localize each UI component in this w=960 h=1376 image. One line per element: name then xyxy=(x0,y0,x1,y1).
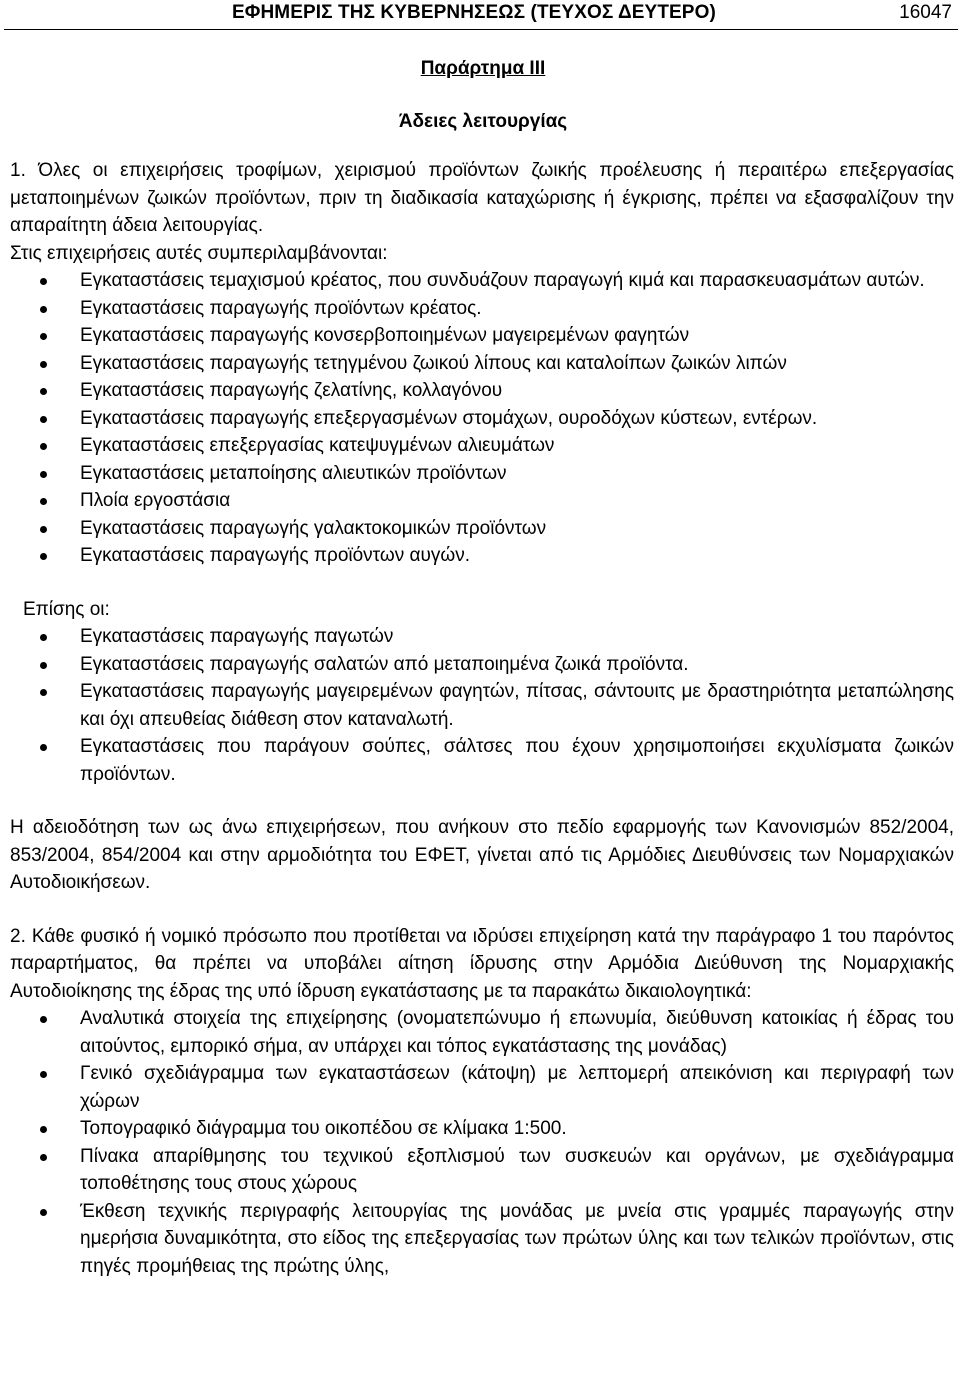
list-item xyxy=(10,460,954,488)
list-item xyxy=(10,1060,954,1115)
list-item xyxy=(10,733,954,788)
list-item-text: Τοπογραφικό διάγραμμα του οικοπέδου σε κλίμακα 1:500. xyxy=(80,1118,567,1139)
list-item xyxy=(10,1005,954,1060)
list-item xyxy=(10,350,954,378)
list-item xyxy=(10,377,954,405)
list-item xyxy=(10,267,954,295)
bullet-icon xyxy=(40,744,47,751)
bullet-icon xyxy=(40,471,47,478)
list-item xyxy=(10,295,954,323)
list-item xyxy=(10,322,954,350)
list-item xyxy=(10,1143,954,1198)
included-list xyxy=(10,267,954,570)
list-item-text: Εγκαταστάσεις παραγωγής προϊόντων κρέατος. xyxy=(80,297,482,319)
spacer xyxy=(10,788,954,814)
list-item-text: Αναλυτικά στοιχεία της επιχείρησης (ονοματεπώνυμο ή επωνυμία, διεύθυνση κατοικίας ή έδρας του αιτούντος, εμπορικό σήμα, αν υπάρχει και τόπος εγκατάστασης της μονάδας) xyxy=(80,1008,954,1057)
list-item-text: Εγκαταστάσεις παραγωγής σαλατών από μεταποιημένα ζωικά προϊόντα. xyxy=(80,653,689,675)
bullet-icon xyxy=(40,1071,47,1078)
list-item-text: Εγκαταστάσεις που παράγουν σούπες, σάλτσες που έχουν χρησιμοποιήσει εκχυλίσματα ζωικών προϊόντων. xyxy=(80,736,954,785)
list-item xyxy=(10,1115,954,1143)
list-item-text: Γενικό σχεδιάγραμμα των εγκαταστάσεων (κάτοψη) με λεπτομερή απεικόνιση και περιγραφή των χώρων xyxy=(80,1063,954,1112)
list-item-text: Εγκαταστάσεις παραγωγής γαλακτοκομικών προϊόντων xyxy=(80,517,547,539)
list-item xyxy=(10,651,954,679)
bullet-icon xyxy=(40,526,47,533)
bullet-icon xyxy=(40,361,47,368)
bullet-icon xyxy=(40,662,47,669)
running-header xyxy=(0,0,960,30)
bullet-icon xyxy=(40,553,47,560)
list-item xyxy=(10,515,954,543)
bullet-icon xyxy=(40,1126,47,1133)
header-rule xyxy=(4,29,958,30)
list-item-text: Πίνακα απαρίθμησης του τεχνικού εξοπλισμού των συσκευών και οργάνων, με σχεδιάγραμμα τοποθέτησης τους στους χώρους xyxy=(80,1145,954,1194)
annex-title: Παράρτημα ΙΙΙ xyxy=(420,58,546,79)
bullet-icon xyxy=(40,498,47,505)
list-item xyxy=(10,1198,954,1281)
list-item xyxy=(10,678,954,733)
documents-list xyxy=(10,1005,954,1280)
list-item-text: Εγκαταστάσεις παραγωγής μαγειρεμένων φαγητών, πίτσας, σάντουιτς με δραστηριότητα μεταπώλησης και όχι απευθείας διάθεση στον καταναλωτή. xyxy=(80,681,954,730)
bullet-icon xyxy=(40,306,47,313)
bullet-icon xyxy=(40,443,47,450)
included-label: Στις επιχειρήσεις αυτές συμπεριλαμβάνονται: xyxy=(10,242,388,264)
spacer xyxy=(10,897,954,923)
licensing-note: Η αδειοδότηση των ως άνω επιχειρήσεων, που ανήκουν στο πεδίο εφαρμογής των Κανονισμών 852/2004, 853/2004, 854/2004 και στην αρμοδιότητα του ΕΦΕΤ, γίνεται από τις Αρμόδιες Διευθύνσεις των Νομαρχιακών Αυτοδιοικήσεων. xyxy=(10,817,954,893)
list-item xyxy=(10,542,954,570)
page-number: 16047 xyxy=(899,2,952,23)
journal-title: ΕΦΗΜΕΡΙΣ ΤΗΣ ΚΥΒΕΡΝΗΣΕΩΣ (ΤΕΥΧΟΣ ΔΕΥΤΕΡΟ) xyxy=(232,2,716,23)
bullet-icon xyxy=(40,1016,47,1023)
bullet-icon xyxy=(40,1154,47,1161)
list-item-text: Εγκαταστάσεις επεξεργασίας κατεψυγμένων αλιευμάτων xyxy=(80,435,555,456)
list-item xyxy=(10,623,954,651)
bullet-icon xyxy=(40,333,47,340)
bullet-icon xyxy=(40,416,47,423)
section-2-intro: 2. Κάθε φυσικό ή νομικό πρόσωπο που προτίθεται να ιδρύσει επιχείρηση κατά την παράγραφο 1 του παρόντος παραρτήματος, θα πρέπει να υποβάλει αίτηση ίδρυσης στην Αρμόδια Διεύθυνση της Νομαρχιακής Αυτοδιοίκησης της έδρας της υπό ίδρυση εγκατάστασης με τα παρακάτω δικαιολογητικά: xyxy=(10,925,954,1002)
list-item-text: Εγκαταστάσεις τεμαχισμού κρέατος, που συνδυάζουν παραγωγή κιμά και παρασκευασμάτων αυτών. xyxy=(80,270,925,291)
bullet-icon xyxy=(40,689,47,696)
annex-subtitle: Άδειες λειτουργίας xyxy=(398,111,568,132)
list-item-text: Εγκαταστάσεις παραγωγής επεξεργασμένων στομάχων, ουροδόχων κύστεων, εντέρων. xyxy=(80,407,818,429)
list-item-text: Έκθεση τεχνικής περιγραφής λειτουργίας της μονάδας με μνεία στις γραμμές παραγωγής στην ημερήσια δυναμικότητα, στο είδος της επεξεργασίας των πρώτων ύλης και των τελικών προϊόντων, στις πηγές προμήθειας της πρώτης ύλης, xyxy=(80,1200,954,1277)
list-item-text: Εγκαταστάσεις παραγωγής προϊόντων αυγών. xyxy=(80,545,471,566)
list-item-text: Εγκαταστάσεις παραγωγής παγωτών xyxy=(80,626,394,647)
document-body xyxy=(10,157,954,1280)
list-item-text: Εγκαταστάσεις παραγωγής κονσερβοποιημένων μαγειρεμένων φαγητών xyxy=(80,325,690,346)
list-item xyxy=(10,405,954,433)
also-label: Επίσης οι: xyxy=(23,598,110,620)
spacer xyxy=(10,570,954,596)
bullet-icon xyxy=(40,278,47,285)
list-item xyxy=(10,487,954,515)
bullet-icon xyxy=(40,634,47,641)
also-list xyxy=(10,623,954,788)
section-1-intro: 1. Όλες οι επιχειρήσεις τροφίμων, χειρισμού προϊόντων ζωικής προέλευσης ή περαιτέρω επεξεργασίας μεταποιημένων ζωικών προϊόντων, πριν τη διαδικασία καταχώρισης ή έγκρισης, πρέπει να εξασφαλίζουν την απαραίτητη άδεια λειτουργίας. xyxy=(10,160,954,236)
list-item-text: Πλοία εργοστάσια xyxy=(80,490,231,511)
list-item xyxy=(10,432,954,460)
list-item-text: Εγκαταστάσεις παραγωγής τετηγμένου ζωικού λίπους και καταλοίπων ζωικών λιπών xyxy=(80,352,787,374)
bullet-icon xyxy=(40,1209,47,1216)
bullet-icon xyxy=(40,388,47,395)
list-item-text: Εγκαταστάσεις παραγωγής ζελατίνης, κολλαγόνου xyxy=(80,380,503,401)
list-item-text: Εγκαταστάσεις μεταποίησης αλιευτικών προϊόντων xyxy=(80,462,507,484)
